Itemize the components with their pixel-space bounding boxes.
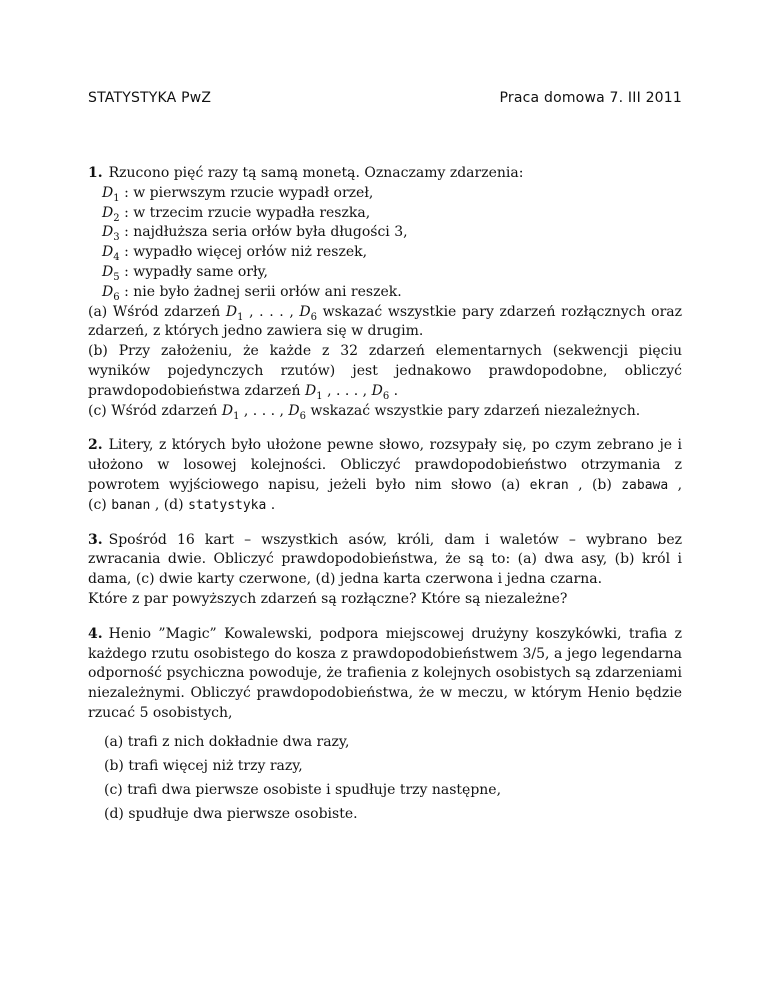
course-title: STATYSTYKA PwZ	[88, 90, 212, 106]
problem-3	[88, 531, 682, 610]
problem-3-text: 3. Spośród 16 kart – wszystkich asów, króli, dam i waletów – wybrano bez zwracania dwie. Obliczyć prawdopodobieństwa, że są to: (a) dwa asy, (b) król i dama, (c) dwie karty czerwone, (d) jedna karta czerwona i jedna czarna.	[88, 531, 682, 588]
problem-1-intro: 1. Rzucono pięć razy tą samą monetą. Oznaczamy zdarzenia:	[88, 165, 524, 181]
assignment-date: Praca domowa 7. III 2011	[499, 90, 682, 106]
event-item: $D_6$ : nie było żadnej serii orłów ani reszek.	[102, 283, 402, 303]
list-item: (d) spudłuje dwa pierwsze osobiste.	[104, 805, 358, 822]
problem-number: 4.	[88, 625, 103, 642]
problem-2-text: 2. Litery, z których było ułożone pewne słowo, rozsypały się, po czym zebrano je i ułożono w losowej kolejności. Obliczyć prawdopodobieństwo otrzymania z powrotem wyjściowego napisu, jeżeli było nim słowo (a) ekran , (b) zabawa , (c) banan , (d) statystyka .	[88, 437, 683, 513]
event-item: $D_2$ : w trzecim rzucie wypadła reszka,	[102, 204, 371, 224]
problem-3-question: Które z par powyższych zdarzeń są rozłączne? Które są niezależne?	[88, 590, 568, 607]
list-item: (c) trafi dwa pierwsze osobiste i spudłuje trzy następne,	[104, 781, 502, 798]
list-item: (b) trafi więcej niż trzy razy,	[104, 757, 303, 774]
problem-4-text: 4. Henio ”Magic” Kowalewski, podpora miejscowej drużyny koszykówki, trafia z każdego rzutu osobistego do kosza z prawdopodobieństwem 3/5, a jego legendarna odporność psychiczna powoduje, że trafienia z kolejnych osobistych są zdarzeniami niezależnymi. Obliczyć prawdopodobieństwa, że w meczu, w którym Henio będzie rzucać 5 osobistych,	[88, 625, 682, 721]
word-option: (c) banan ,	[88, 496, 160, 513]
word-option: (a) ekran ,	[500, 476, 583, 493]
problem-1-part-a: (a) Wśród zdarzeń $D_1$ , . . . , $D_6$ wskazać wszystkie pary zdarzeń rozłącznych oraz zdarzeń, z których jedno zawiera się w drugim.	[88, 303, 683, 340]
word-option: (b) zabawa ,	[591, 476, 683, 493]
problem-number: 3.	[88, 531, 103, 548]
event-list	[88, 184, 682, 303]
event-item: $D_3$ : najdłuższa seria orłów była długości 3,	[102, 224, 408, 244]
problem-number: 1.	[88, 165, 103, 181]
page-header	[88, 90, 682, 106]
list-item: (a) trafi z nich dokładnie dwa razy,	[104, 733, 350, 750]
problem-4	[88, 625, 682, 824]
problems-body	[88, 164, 682, 839]
problem-1-part-b: (b) Przy założeniu, że każde z 32 zdarzeń elementarnych (sekwencji pięciu wyników pojedynczych rzutów) jest jednakowo prawdopodobne, obliczyć prawdopodobieństwa zdarzeń $D_1$ , . . . , $D_6$ .	[88, 343, 682, 402]
problem-1	[88, 164, 682, 421]
event-item: $D_5$ : wypadły same orły,	[102, 263, 268, 283]
problem-1-part-c: (c) Wśród zdarzeń $D_1$ , . . . , $D_6$ wskazać wszystkie pary zdarzeń niezależnych.	[88, 402, 641, 422]
event-item: $D_4$ : wypadło więcej orłów niż reszek,	[102, 244, 368, 263]
word-option: (d) statystyka .	[163, 496, 276, 513]
problem-number: 2.	[88, 437, 103, 454]
problem-4-subitems	[88, 732, 682, 824]
problem-2	[88, 436, 682, 515]
event-item: $D_1$ : w pierwszym rzucie wypadł orzeł,	[102, 184, 374, 204]
